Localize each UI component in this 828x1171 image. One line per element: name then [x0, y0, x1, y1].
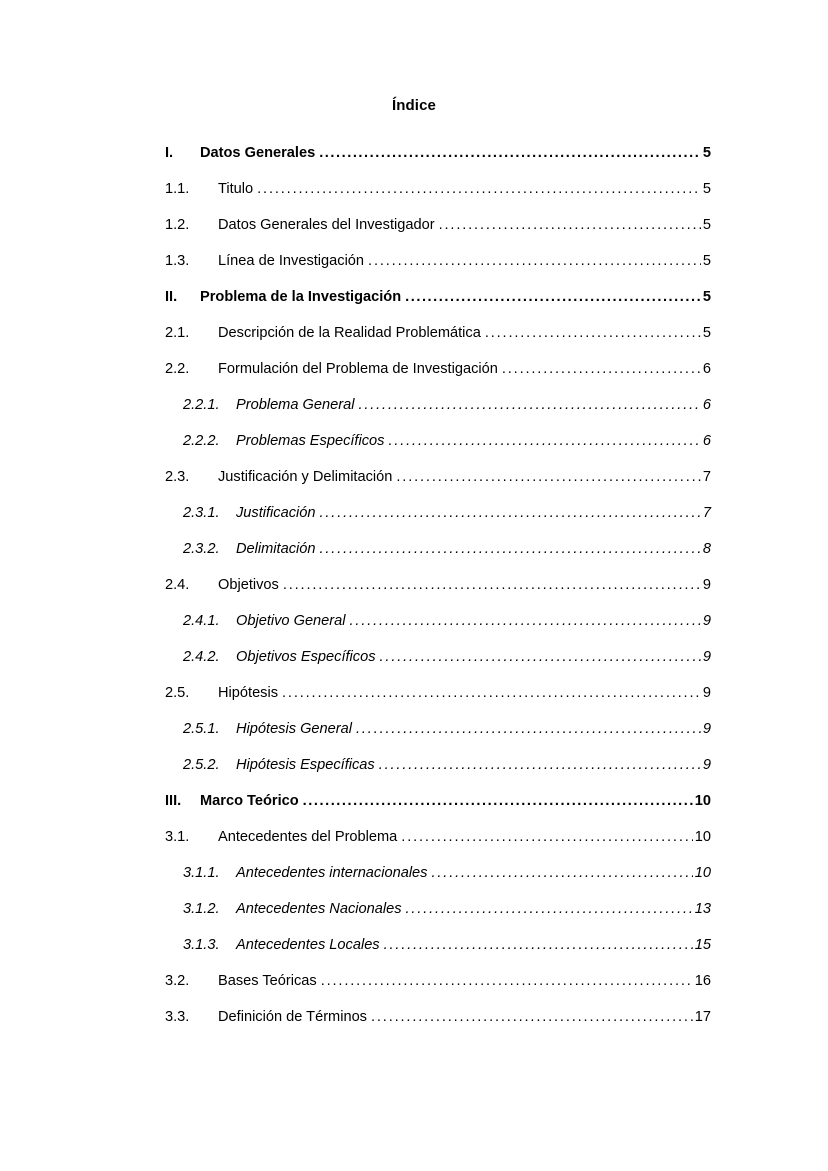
toc-entry-page-number: 6	[702, 361, 711, 377]
toc-dot-leader	[371, 1007, 693, 1028]
toc-entry-label: Datos Generales del Investigador	[218, 217, 435, 233]
toc-entry-label: Línea de Investigación	[218, 253, 365, 269]
toc-entry-page-number: 9	[702, 613, 711, 629]
toc-entry-label: Formulación del Problema de Investigación	[218, 361, 498, 377]
toc-entry[interactable]	[0, 395, 828, 431]
toc-dot-leader	[384, 935, 693, 956]
toc-entry-label: Hipótesis General	[236, 721, 352, 737]
toc-entry-number: 2.2.2.	[183, 433, 220, 449]
toc-entry-number: 3.1.2.	[183, 901, 220, 917]
toc-entry-number: 2.4.	[165, 577, 190, 593]
toc-entry-page-number: 5	[702, 145, 711, 161]
toc-entry-number: 2.2.1.	[183, 397, 220, 413]
toc-dot-leader	[283, 575, 701, 596]
toc-entry-page-number: 9	[702, 721, 711, 737]
toc-entry-page-number: 6	[702, 433, 711, 449]
toc-entry-label: Problemas Específicos	[236, 433, 385, 449]
toc-entry-page-number: 10	[694, 793, 711, 809]
toc-entry-page-number: 16	[694, 973, 711, 989]
toc-entry[interactable]	[0, 683, 828, 719]
toc-entry-page-number: 9	[702, 685, 711, 701]
toc-entry[interactable]	[0, 899, 828, 935]
toc-entry-number: 2.4.1.	[183, 613, 220, 629]
toc-entry-number: 2.2.	[165, 361, 190, 377]
toc-entry[interactable]	[0, 611, 828, 647]
toc-dot-leader	[321, 971, 693, 992]
toc-dot-leader	[358, 395, 700, 416]
toc-dot-leader	[380, 647, 701, 668]
toc-entry[interactable]	[0, 827, 828, 863]
toc-dot-leader	[431, 863, 692, 884]
toc-entry-label: Justificación y Delimitación	[218, 469, 393, 485]
toc-entry-number: 2.3.2.	[183, 541, 220, 557]
toc-entry[interactable]	[0, 647, 828, 683]
toc-entry-page-number: 5	[702, 253, 711, 269]
toc-entry-number: 3.2.	[165, 973, 190, 989]
toc-entry-label: Antecedentes Nacionales	[236, 901, 402, 917]
toc-entry-page-number: 10	[694, 865, 711, 881]
toc-dot-leader	[282, 683, 701, 704]
toc-entry-label: Antecedentes internacionales	[236, 865, 428, 881]
toc-entry-page-number: 9	[702, 577, 711, 593]
toc-entry-label: Justificación	[236, 505, 316, 521]
toc-entry-label: Descripción de la Realidad Problemática	[218, 325, 481, 341]
toc-entry[interactable]	[0, 971, 828, 1007]
toc-entry-label: Bases Teóricas	[218, 973, 317, 989]
toc-entry-label: Marco Teórico	[200, 793, 299, 809]
toc-entry-page-number: 15	[694, 937, 711, 953]
toc-entry[interactable]	[0, 791, 828, 827]
toc-entry-label: Hipótesis Específicas	[236, 757, 375, 773]
toc-entry-number: 3.1.	[165, 829, 190, 845]
toc-dot-leader	[396, 467, 700, 488]
toc-entry[interactable]	[0, 143, 828, 179]
page-title: Índice	[392, 97, 436, 114]
toc-dot-leader	[257, 179, 701, 200]
toc-entry-number: 3.1.3.	[183, 937, 220, 953]
toc-dot-leader	[502, 359, 701, 380]
toc-entry-page-number: 5	[702, 325, 711, 341]
toc-entry-label: Datos Generales	[200, 145, 316, 161]
toc-entry-page-number: 5	[702, 181, 711, 197]
toc-dot-leader	[439, 215, 701, 236]
toc-entry-label: Objetivo General	[236, 613, 346, 629]
toc-entry-number: 2.5.2.	[183, 757, 220, 773]
toc-entry-number: 1.1.	[165, 181, 190, 197]
toc-entry[interactable]	[0, 467, 828, 503]
toc-entry[interactable]	[0, 503, 828, 539]
toc-entry-number: 2.3.	[165, 469, 190, 485]
toc-entry-page-number: 7	[702, 505, 711, 521]
toc-dot-leader	[485, 323, 701, 344]
toc-entry-page-number: 17	[694, 1009, 711, 1025]
toc-entry-page-number: 8	[702, 541, 711, 557]
toc-entry-number: I.	[165, 145, 174, 161]
toc-entry-page-number: 6	[702, 397, 711, 413]
toc-entry[interactable]	[0, 215, 828, 251]
toc-entry-number: 2.3.1.	[183, 505, 220, 521]
toc-dot-leader	[303, 791, 693, 812]
toc-dot-leader	[319, 539, 700, 560]
toc-entry-number: 2.1.	[165, 325, 190, 341]
toc-entry-number: 1.2.	[165, 217, 190, 233]
toc-entry-label: Problema General	[236, 397, 355, 413]
toc-dot-leader	[319, 143, 701, 164]
toc-dot-leader	[406, 899, 693, 920]
toc-entry[interactable]	[0, 863, 828, 899]
toc-entry[interactable]	[0, 287, 828, 323]
toc-entry[interactable]	[0, 323, 828, 359]
toc-dot-leader	[401, 827, 692, 848]
toc-entry-number: 1.3.	[165, 253, 190, 269]
toc-entry-label: Objetivos	[218, 577, 279, 593]
table-of-contents	[0, 143, 828, 1043]
toc-dot-leader	[405, 287, 701, 308]
toc-dot-leader	[379, 755, 701, 776]
toc-entry[interactable]	[0, 179, 828, 215]
toc-entry-label: Antecedentes Locales	[236, 937, 380, 953]
toc-entry-page-number: 13	[694, 901, 711, 917]
toc-entry[interactable]	[0, 575, 828, 611]
toc-entry-label: Titulo	[218, 181, 254, 197]
toc-entry-label: Hipótesis	[218, 685, 279, 701]
toc-entry-label: Delimitación	[236, 541, 316, 557]
toc-dot-leader	[388, 431, 700, 452]
toc-entry-number: 3.1.1.	[183, 865, 220, 881]
toc-entry[interactable]	[0, 251, 828, 287]
toc-entry[interactable]	[0, 755, 828, 791]
toc-entry-number: 2.4.2.	[183, 649, 220, 665]
toc-entry[interactable]	[0, 539, 828, 575]
toc-entry-label: Antecedentes del Problema	[218, 829, 398, 845]
toc-dot-leader	[368, 251, 701, 272]
toc-entry-page-number: 10	[694, 829, 711, 845]
toc-entry-page-number: 5	[702, 217, 711, 233]
toc-entry-page-number: 9	[702, 757, 711, 773]
toc-entry[interactable]	[0, 719, 828, 755]
toc-entry-page-number: 7	[702, 469, 711, 485]
toc-entry[interactable]	[0, 1007, 828, 1043]
toc-entry[interactable]	[0, 935, 828, 971]
toc-entry-number: II.	[165, 289, 178, 305]
toc-entry-number: 2.5.	[165, 685, 190, 701]
toc-entry-number: 3.3.	[165, 1009, 190, 1025]
toc-entry-page-number: 5	[702, 289, 711, 305]
toc-entry[interactable]	[0, 431, 828, 467]
toc-entry-label: Definición de Términos	[218, 1009, 367, 1025]
toc-entry-number: III.	[165, 793, 182, 809]
toc-dot-leader	[356, 719, 701, 740]
toc-entry[interactable]	[0, 359, 828, 395]
toc-entry-number: 2.5.1.	[183, 721, 220, 737]
toc-entry-label: Problema de la Investigación	[200, 289, 402, 305]
toc-entry-page-number: 9	[702, 649, 711, 665]
toc-dot-leader	[350, 611, 701, 632]
toc-entry-label: Objetivos Específicos	[236, 649, 376, 665]
toc-dot-leader	[320, 503, 701, 524]
